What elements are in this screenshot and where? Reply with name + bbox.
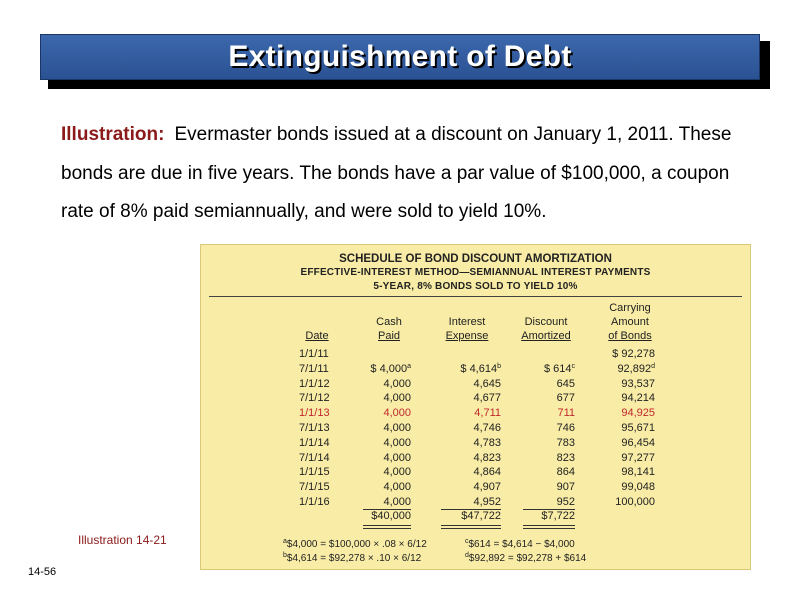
cell-date: 7/1/11: [299, 362, 329, 375]
cell-interest: 4,645: [473, 377, 501, 390]
cell-interest: 4,677: [473, 392, 501, 405]
cell-carrying: 100,000: [615, 496, 655, 508]
intro-paragraph: [61, 116, 761, 232]
cell-date: 1/1/11: [299, 348, 329, 360]
cell-date: 7/1/12: [299, 392, 330, 405]
footnote-c: $^c$\$614 = $4,614 − $4,000: [465, 538, 575, 550]
cell-carrying: 94,214: [621, 392, 655, 405]
column-header-date: Date: [305, 330, 329, 342]
footnote-d: $^d$\$92,892 = $92,278 + $614: [465, 552, 587, 564]
cell-discount: 907: [556, 481, 575, 494]
cell-cash: 4,000: [383, 392, 411, 405]
footnote-a: $^a$\$4,000 = $100,000 × .08 × 6/12: [283, 538, 427, 550]
schedule-heading: SCHEDULE OF BOND DISCOUNT AMORTIZATION: [339, 253, 612, 265]
cell-cash: 4,000: [383, 407, 411, 420]
heading-rule: [209, 296, 742, 297]
cell-discount: 864: [556, 466, 575, 479]
cell-cash: 4,000: [383, 481, 411, 494]
schedule-subheading-terms: 5-YEAR, 8% BONDS SOLD TO YIELD 10%: [373, 281, 578, 292]
discount-total: $7,722: [541, 510, 575, 522]
cell-interest: 4,907: [473, 481, 501, 494]
cell-interest: 4,746: [473, 422, 501, 434]
cell-date: 7/1/14: [299, 451, 330, 464]
cell-cash: 4,000: [383, 377, 411, 390]
cell-interest: 4,823: [473, 451, 501, 464]
cell-cash: 4,000: [383, 451, 411, 464]
cell-cash: $ 4,000$^a$: [370, 362, 411, 375]
interest-total: $47,722: [461, 510, 501, 522]
cell-cash: 4,000: [383, 422, 411, 434]
cell-interest: 4,711: [474, 407, 501, 420]
amortization-schedule: [200, 244, 751, 570]
cell-discount: 746: [556, 422, 575, 434]
cell-date: 7/1/15: [299, 481, 330, 494]
cell-date: 1/1/13: [299, 407, 330, 420]
cell-carrying: 92,892$^d$: [617, 362, 655, 375]
cell-carrying: 99,048: [621, 481, 655, 494]
cash-total: $40,000: [371, 510, 411, 522]
cell-interest: 4,783: [473, 436, 501, 449]
cell-date: 1/1/15: [299, 466, 330, 479]
cell-discount: 677: [556, 392, 575, 405]
slide-title: Extinguishment of Debt: [228, 40, 572, 73]
cell-carrying: 96,454: [621, 436, 655, 449]
title-banner: [40, 34, 760, 80]
page-number: 14-56: [28, 566, 57, 578]
cell-carrying: 95,671: [621, 422, 655, 434]
cell-discount: 823: [556, 451, 575, 464]
intro-label: Illustration:: [61, 124, 165, 145]
cell-interest: 4,952: [473, 496, 501, 508]
discount-double-rule: [523, 525, 575, 529]
illustration-reference: Illustration 14-21: [78, 533, 167, 547]
cell-interest: $ 4,614$^b$: [460, 362, 501, 375]
cash-double-rule: [363, 525, 411, 529]
column-header-discount: Discount Amortized: [521, 316, 571, 342]
cell-carrying: 97,277: [621, 451, 655, 464]
cell-carrying: 98,141: [621, 466, 655, 479]
column-header-carrying: Carrying Amount of Bonds: [608, 302, 652, 342]
cell-carrying: 93,537: [621, 377, 655, 390]
cell-discount: $ 614$^c$: [543, 362, 575, 375]
cell-carrying: $ 92,278: [612, 348, 655, 360]
cell-date: 1/1/16: [299, 496, 330, 508]
intro-text: Evermaster bonds issued at a discount on January 1, 2011. These bonds are due in five years. The bonds have a par value of $100,000, a coupon rate of 8% paid semiannually, and were sold to yield 10%.: [61, 124, 732, 222]
footnote-b: $^b$\$4,614 = $92,278 × .10 × 6/12: [283, 552, 422, 564]
cell-date: 1/1/12: [299, 377, 330, 390]
column-header-interest: Interest Expense: [445, 316, 489, 342]
column-header-cash: Cash Paid: [376, 316, 402, 342]
cell-cash: 4,000: [383, 496, 411, 508]
cell-interest: 4,864: [473, 466, 501, 479]
cell-date: 1/1/14: [299, 436, 330, 449]
cell-cash: 4,000: [383, 466, 411, 479]
cell-carrying: 94,925: [621, 407, 655, 420]
cell-date: 7/1/13: [299, 422, 330, 434]
cell-discount: 711: [557, 407, 575, 420]
cell-discount: 645: [556, 377, 575, 390]
schedule-subheading-method: EFFECTIVE-INTEREST METHOD—SEMIANNUAL INTEREST PAYMENTS: [300, 267, 651, 278]
cell-discount: 952: [556, 496, 575, 508]
cell-discount: 783: [556, 436, 575, 449]
cell-cash: 4,000: [383, 436, 411, 449]
interest-double-rule: [441, 525, 501, 529]
